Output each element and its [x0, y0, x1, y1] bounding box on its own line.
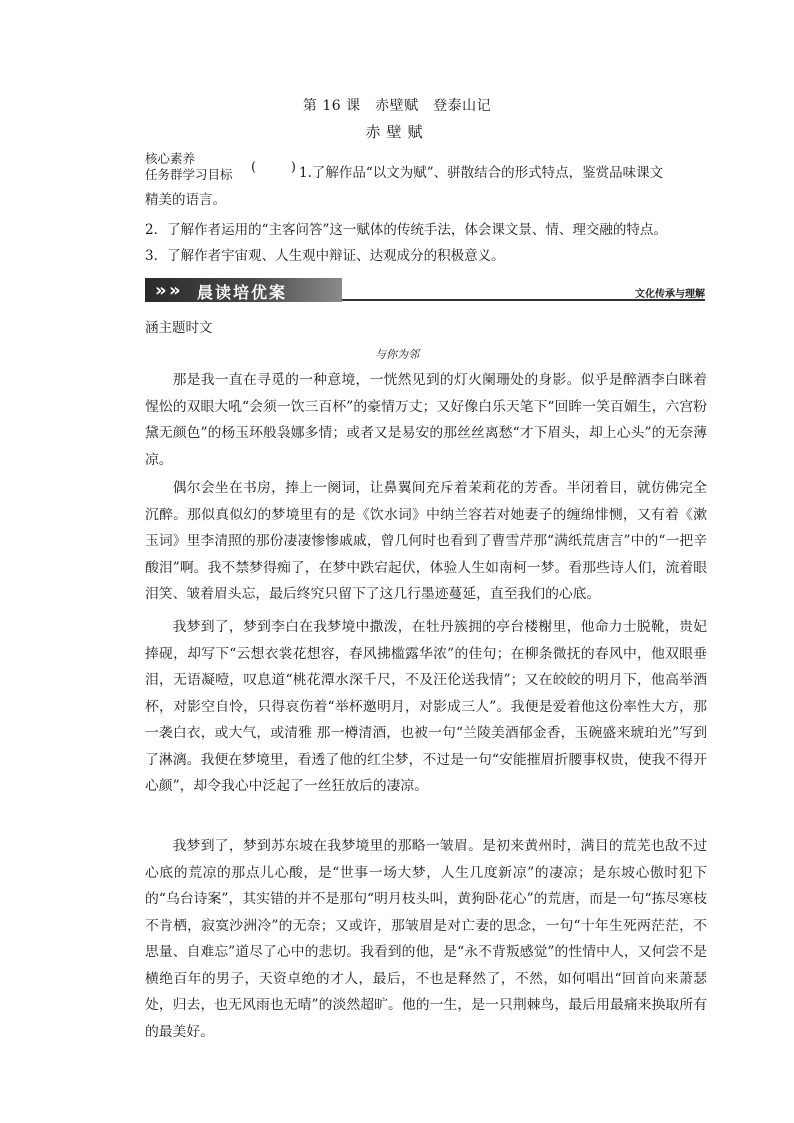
double-chevron-icon: » — [155, 280, 163, 301]
essay-paragraph: 那是我一直在寻觅的一种意境，一恍然见到的灯火阑珊处的身影。似乎是醉酒李白眯着惺忪的双眼大吼“会须一饮三百杯”的豪情万丈；又好像白乐天笔下“回眸一笑百媚生，六宫粉黛无颜色”的杨玉环般袅娜多情；或者又是易安的那丝丝离愁“才下眉头，却上心头”的无奈薄凉。 — [145, 372, 707, 468]
core-literacy-label: 核心素养 — [145, 151, 196, 166]
bracket — [251, 160, 296, 175]
sub-title: 赤壁赋 — [365, 123, 429, 141]
essay-paragraph: 我梦到了，梦到李白在我梦境中撒泼，在牡丹簇拥的亭台楼榭里，他命力士脱靴，贵妃捧砚，却写下“云想衣裳花想容，春风拂槛露华浓”的佳句；在柳条微抚的春风中，他双眼垂泪，无语凝噎，叹息道“桃花潭水深千尺，不及汪伦送我情”；又在皎皎的明月下，他高举酒杯，对影空自怜，只得哀伤着“举杯邀明月，对影成三人”。我便是爱着他这份率性大方，那一袭白衣，或大气，或清雅 那一樽清酒，也被一句“兰陵美酒郁金香，玉碗盛来琥珀光”写到了淋漓。我便在梦境里，看透了他的红尘梦，不过是一句“安能摧眉折腰事权贵，使我不得开心颜”，却令我心中泛起了一丝狂放后的凄凉。 — [145, 619, 707, 794]
essay-paragraph: 偶尔会坐在书房，捧上一阕词，让鼻翼间充斥着茉莉花的芳香。半闭着目，就仿佛完全沉醉。那似真似幻的梦境里有的是《饮水词》中纳兰容若对她妻子的缠绵悱恻，又有着《漱玉词》里李清照的那份凄凄惨惨戚戚，曾几何时也看到了曹雪芹那“满纸荒唐言”中的“一把辛酸泪”啊。我不禁梦得痴了，在梦中跌宕起伏，体验人生如南柯一梦。看那些诗人们，流着眼泪笑、皱着眉头忘，最后终究只留下了这几行墨迹蔓延，直至我们的心底。 — [145, 480, 707, 602]
section-banner — [145, 278, 705, 302]
bracket-open: ( — [251, 160, 257, 175]
goal-1-line-b: 精美的语言。 — [145, 192, 226, 208]
double-chevron-icon: » — [169, 280, 177, 301]
goal-1-line-a: 1.了解作品“以文为赋”、骈散结合的形式特点，鉴赏品味课文 — [299, 165, 664, 181]
goal-3: 3．了解作者宇宙观、人生观中辩证、达观成分的积极意义。 — [145, 248, 505, 264]
goal-2: 2．了解作者运用的“主客问答”这一赋体的传统手法，体会课文景、情、理交融的特点。 — [145, 222, 667, 238]
banner-title: 晨读培优案 — [197, 283, 288, 302]
section-label: 涵主题时文 — [145, 320, 213, 336]
lesson-title: 第 16 课 赤壁赋 登泰山记 — [302, 98, 492, 114]
bracket-close: ) — [290, 160, 296, 175]
essay-title: 与你为邻 — [375, 348, 419, 361]
banner-right-label: 文化传承与理解 — [635, 289, 705, 300]
essay-paragraph: 我梦到了，梦到苏东坡在我梦境里的那略一皱眉。是初来黄州时，满目的荒芜也敌不过心底的荒凉的那点儿心酸，是“世事一场大梦，人生几度新凉”的凄凉；是东坡心傲时犯下的“乌台诗案”，其实错的并不是那句“明月枝头叫，黄狗卧花心”的荒唐，而是一句“拣尽寒枝不肯栖，寂寞沙洲冷”的无奈；又或许，那皱眉是对亡妻的思念，一句“十年生死两茫茫，不思量、自难忘”道尽了心中的悲切。我看到的他，是“永不背叛感觉”的性情中人，又何尝不是横绝百年的男子，天资卓绝的才人，最后，不也是释然了，不然，如何唱出“回首向来萧瑟处，归去，也无风雨也无晴”的淡然超旷。他的一生，是一只荆棘鸟，最后用最痛来换取所有的最美好。 — [145, 838, 707, 1040]
task-group-label: 任务群学习目标 — [145, 167, 233, 182]
